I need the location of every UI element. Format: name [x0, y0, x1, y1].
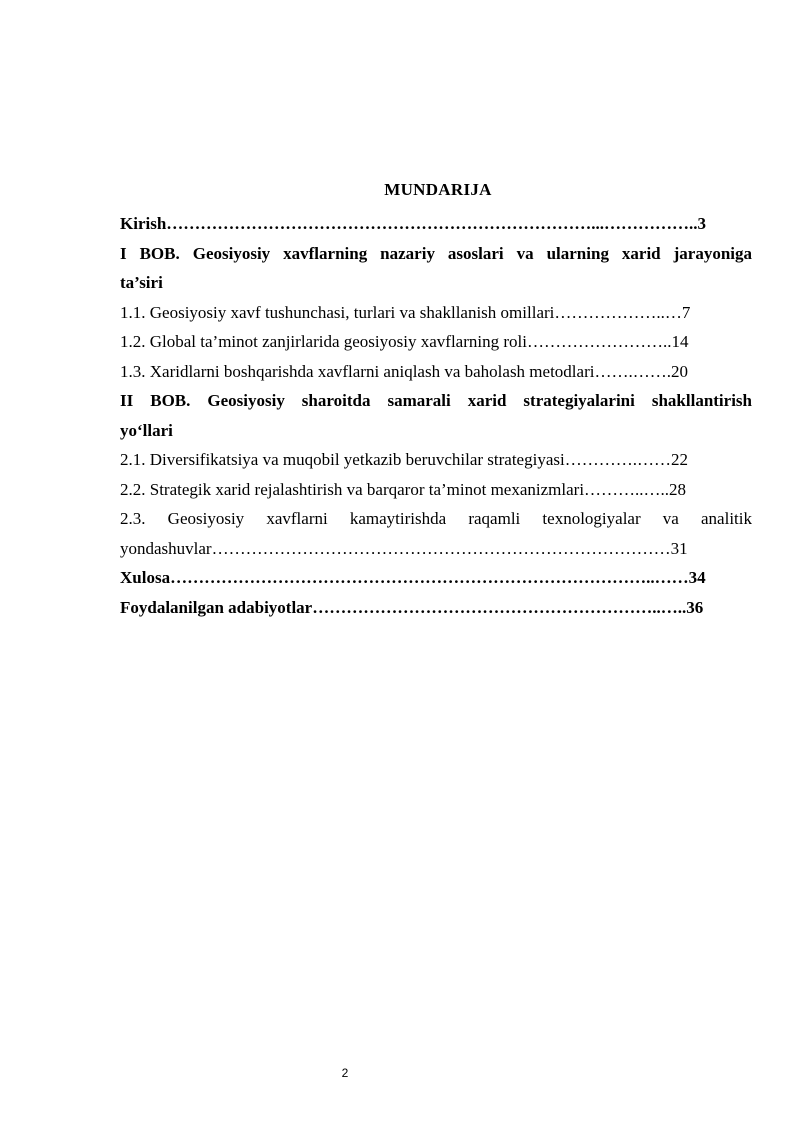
toc-entry-1-3: 1.3. Xaridlarni boshqarishda xavflarni aniqlash va baholash metodlari…….…….20: [120, 361, 688, 381]
toc-entry-1-1: 1.1. Geosiyosiy xavf tushunchasi, turlari va shakllanish omillari………………..…7: [120, 302, 691, 322]
toc-entry-bob2-line1: II BOB. Geosiyosiy sharoitda samarali xarid strategiyalarini shakllantirish: [120, 391, 752, 410]
page-number: 2: [341, 1066, 349, 1080]
toc-entry-bob1-line2: ta’siri: [120, 273, 163, 292]
toc-entry-2-1: 2.1. Diversifikatsiya va muqobil yetkazib beruvchilar strategiyasi………….……22: [120, 450, 688, 469]
page-title: MUNDARIJA: [384, 180, 492, 199]
toc-entry-2-2: 2.2. Strategik xarid rejalashtirish va barqaror ta’minot mexanizmlari………..…..28: [120, 479, 687, 499]
toc-entry-xulosa: Xulosa…………………………………………………………………………..……34: [120, 568, 706, 587]
toc-entry-kirish: Kirish…………………………………………………………………...……………..3: [120, 214, 707, 233]
toc-entry-2-3-line2: yondashuvlar………………………………………………………………………31: [120, 538, 688, 558]
toc-entry-1-2: 1.2. Global ta’minot zanjirlarida geosiyosiy xavflarning roli……………………..14: [120, 332, 689, 351]
table-of-contents: [120, 209, 752, 622]
toc-entry-bob1-line1: I BOB. Geosiyosiy xavflarning nazariy asoslari va ularning xarid jarayoniga: [120, 243, 752, 263]
toc-entry-2-3-line1: 2.3. Geosiyosiy xavflarni kamaytirishda raqamli texnologiyalar va analitik: [120, 509, 752, 528]
toc-entry-bob2-line2: yo‘llari: [120, 420, 173, 440]
toc-entry-adabiyotlar: Foydalanilgan adabiyotlar……………………………………………………..…..36: [120, 597, 704, 617]
